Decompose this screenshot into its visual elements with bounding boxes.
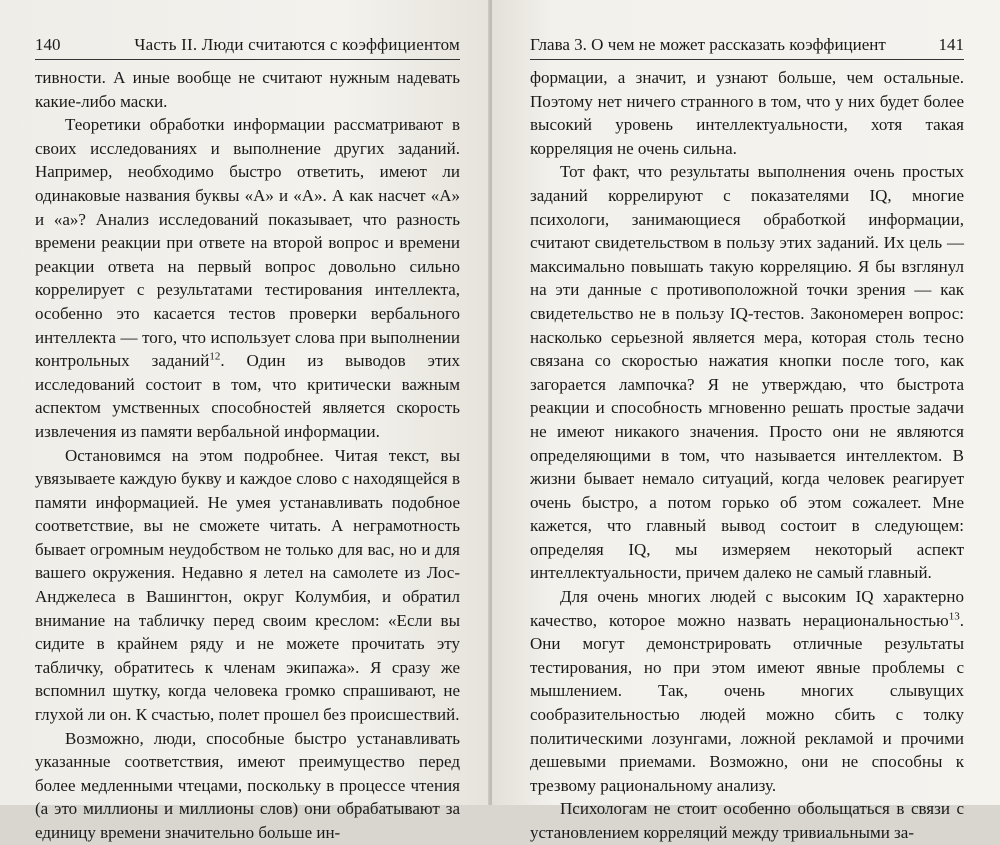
left-page-header [35, 35, 460, 60]
footnote-ref: 12 [209, 350, 221, 363]
left-page [0, 0, 490, 842]
paragraph: Тот факт, что результаты выполнения очень простых заданий коррелируют с показателями IQ, многие психологи, занимающиеся обработкой информации, считают свидетельством в пользу этих заданий. Их цель — максимально повышать такую корреляцию. Я бы взглянул на эти данные с противоположной точки зрения — как свидетельство не в пользу IQ-тестов. Закономерен вопрос: насколько серьезной является мера, которая столь тесно связана со скоростью нажатия кнопки после того, как загорается лампочка? Я не утверждаю, что быстрота реакции и способность мгновенно решать простые задачи не имеют никакого значения. Просто они не являются определяющими в том, что называется интеллектом. В жизни бывает немало ситуаций, когда человек реагирует очень быстро, а потом горько об этом сожалеет. Мне кажется, что главный вывод состоит в следующем: определяя IQ, мы измеряем некоторый аспект интеллектуальности, причем далеко не самый главный. [530, 162, 964, 583]
paragraph: тивности. А иные вообще не считают нужным надевать какие-либо маски. [35, 68, 460, 111]
paragraph: Для очень многих людей с высоким IQ характерно качество, которое можно назвать нерациональностью$^{13}$. Они могут демонстрировать отличные результаты тестирования, но при этом имеют явные проблемы с мышлением. Так, очень многих слывущих сообразительностью людей можно сбить с толку политическими лозунгами, ложной рекламой и прочими дешевыми приемами. Возможно, они не способны к трезвому рациональному анализу. [530, 587, 964, 795]
right-page-header [530, 35, 964, 60]
running-head: Глава 3. О чем не может рассказать коэффициент [530, 35, 886, 54]
page-number: 141 [938, 35, 964, 54]
paragraph: Остановимся на этом подробнее. Читая текст, вы увязываете каждую букву и каждое слово с находящейся в памяти информацией. Не умея устанавливать подобное соответствие, вы не сможете читать. А неграмотность бывает огромным неудобством не только для вас, но и для вашего окружения. Недавно я летел на самолете из Лос-Анджелеса в Вашингтон, округ Колумбия, и обратил внимание на табличку перед своим креслом: «Если вы сидите в крайнем ряду и не можете прочитать эту табличку, обратитесь к членам экипажа». Я сразу же вспомнил шутку, когда человека громко спрашивают, не глухой ли он. К счастью, полет прошел без происшествий. [35, 445, 460, 725]
running-head: Часть II. Люди считаются с коэффициентом [134, 35, 460, 54]
footnote-ref: 13 [948, 610, 960, 622]
paragraph: Теоретики обработки информации рассматривают в своих исследованиях и выполнение других заданий. Например, необходимо быстро ответить, имеют ли одинаковые названия буквы «А» и «А». А как насчет «А» и «а»? Анализ исследований показывает, что разность времени реакции при ответе на второй вопрос и времени реакции ответа на первый вопрос довольно сильно коррелирует с результатами тестирования интеллекта, особенно это касается тестов проверки вербального интеллекта — того, что использует слова при выполнении контрольных заданий$^{12}$. Один из выводов этих исследований состоит в том, что критически важным аспектом умственных способностей является скорость извлечения из памяти вербальной информации. [35, 115, 460, 441]
right-page-body [530, 66, 964, 845]
page-number: 140 [35, 35, 61, 54]
paragraph: Психологам не стоит особенно обольщаться в связи с установлением корреляций между тривиальными за- [530, 799, 964, 842]
paragraph: Возможно, люди, способные быстро устанавливать указанные соответствия, имеют преимущество перед более медленными чтецами, поскольку в процессе чтения (а это миллионы и миллионы слов) они обрабатывают за единицу времени значительно больше ин- [35, 728, 460, 842]
paragraph: формации, а значит, и узнают больше, чем остальные. Поэтому нет ничего странного в том, что у них будет более высокий уровень интеллектуальности, хотя такая корреляция не очень сильна. [530, 68, 964, 158]
left-page-body [35, 66, 460, 845]
right-page [492, 0, 1000, 842]
